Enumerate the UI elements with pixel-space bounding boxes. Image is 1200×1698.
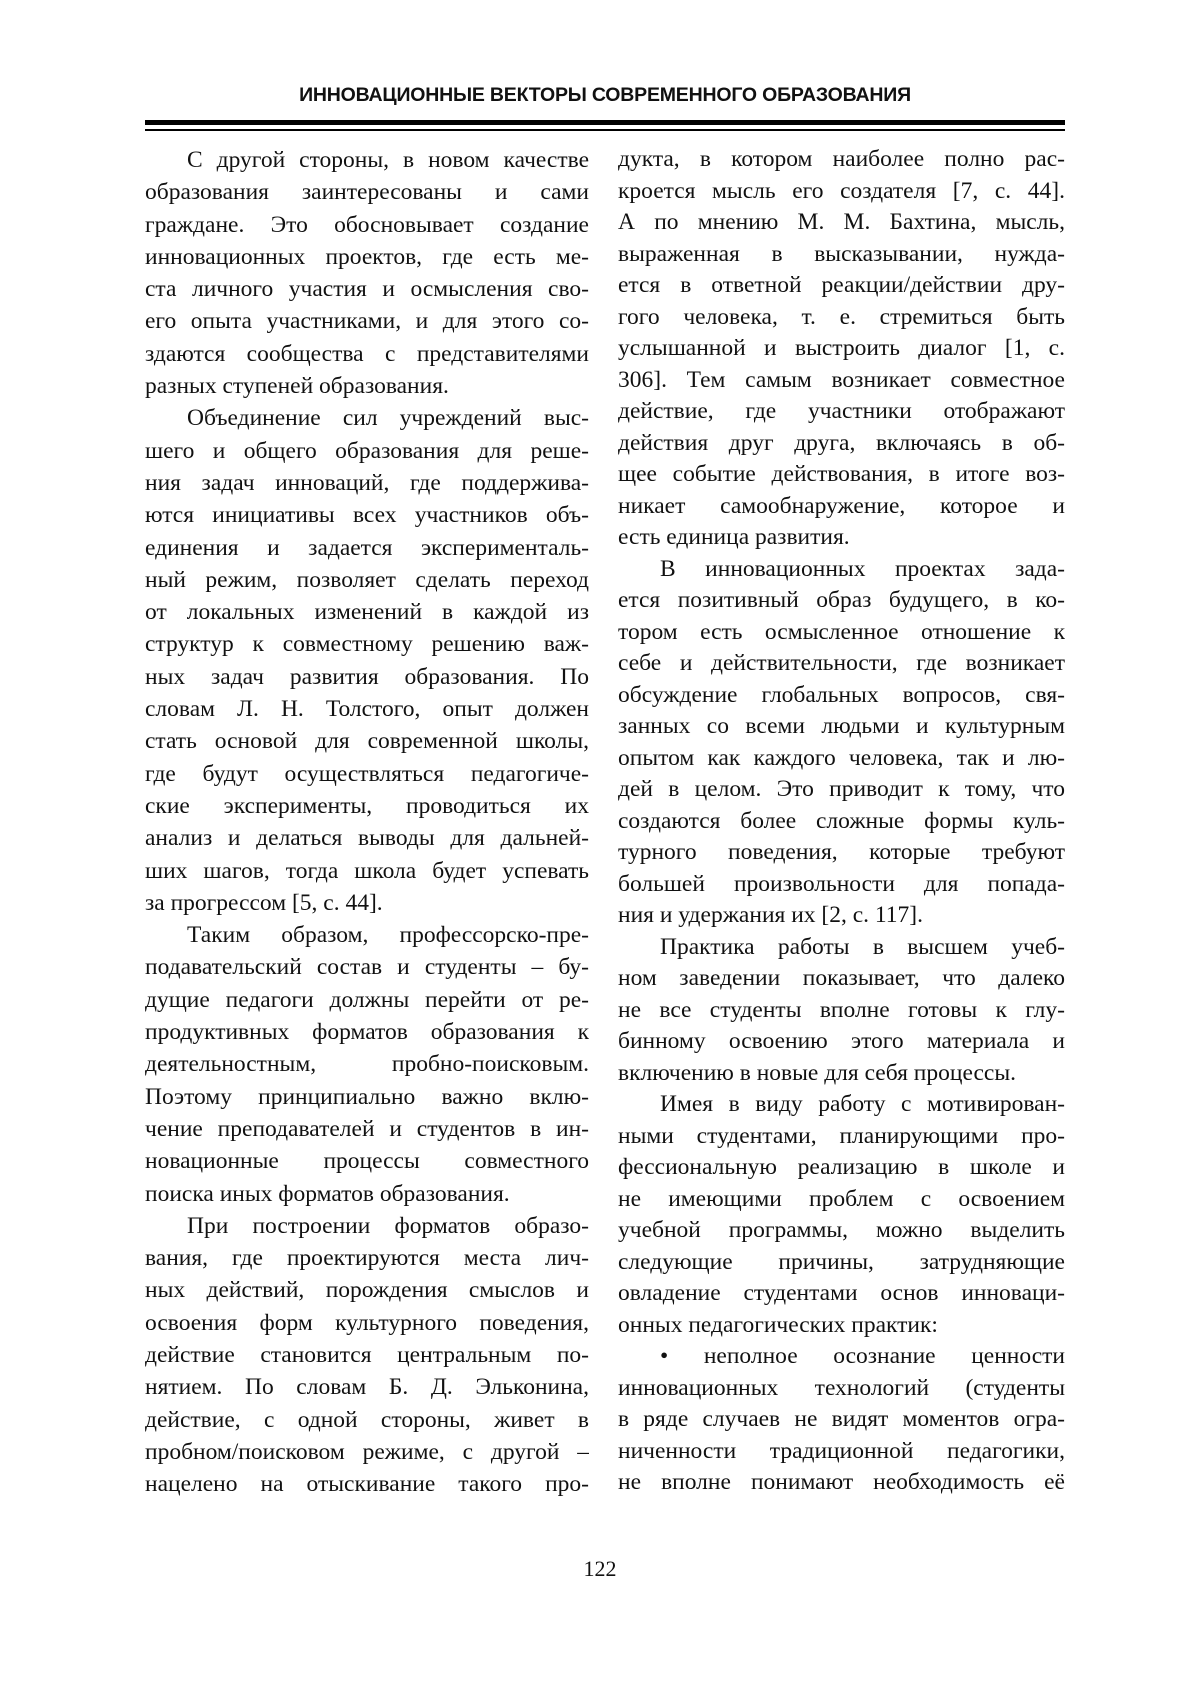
text-line: тором есть осмысленное отношение к <box>618 618 1065 645</box>
text-line: ных действий, порождения смыслов и <box>145 1277 589 1304</box>
text-line: ется позитивный образ будущего, в ко- <box>618 587 1065 613</box>
paragraph <box>145 1210 589 1501</box>
text-line: ших шагов, тогда школа будет успевать <box>145 857 589 884</box>
text-line: пробном/поисковом режиме, с другой – <box>145 1438 589 1465</box>
text-line: себе и действительности, где возникает <box>618 650 1065 676</box>
text-line: Имея в виду работу с мотивирован- <box>660 1091 1065 1117</box>
paragraph <box>618 1341 1065 1499</box>
text-line: занных со всеми людьми и культурным <box>618 713 1065 739</box>
text-line: вания, где проектируются места лич- <box>145 1245 589 1272</box>
paragraph <box>145 402 589 919</box>
text-line: ном заведении показывает, что далеко <box>618 965 1065 991</box>
text-line: фессиональную реализацию в школе и <box>618 1154 1065 1180</box>
text-line: действия друг друга, включаясь в об- <box>618 429 1065 456</box>
text-line: ный режим, позволяет сделать переход <box>145 566 589 593</box>
text-line: действие, где участники отображают <box>618 398 1065 424</box>
text-line: С другой стороны, в новом качестве <box>187 147 589 173</box>
text-line: Таким образом, профессорско-пре- <box>187 922 589 949</box>
text-line: При построении форматов образо- <box>187 1212 589 1239</box>
text-line: ния задач инноваций, где поддержива- <box>145 469 589 496</box>
paragraph <box>618 144 1065 554</box>
text-line: 306]. Тем самым возникает совместное <box>618 366 1065 393</box>
paragraph <box>145 144 589 402</box>
text-line: услышанной и выстроить диалог [1, с. <box>618 335 1065 361</box>
text-line: от локальных изменений в каждой из <box>145 599 589 626</box>
header-rule-thick <box>145 120 1065 125</box>
text-line: создаются более сложные формы куль- <box>618 807 1065 834</box>
text-line: разных ступеней образования. <box>145 373 449 400</box>
text-line: Практика работы в высшем учеб- <box>660 933 1065 960</box>
text-line: новационные процессы совместного <box>145 1148 589 1175</box>
text-line: онных педагогических практик: <box>618 1311 938 1338</box>
paragraph <box>618 554 1065 932</box>
header-rule-thin <box>145 129 1065 131</box>
text-line: здаются сообщества с представителями <box>145 340 589 367</box>
text-line: дукта, в котором наиболее полно рас- <box>618 146 1065 172</box>
text-line: освоения форм культурного поведения, <box>145 1309 589 1336</box>
page-number: 122 <box>583 1556 617 1581</box>
text-line: действие, с одной стороны, живет в <box>145 1406 589 1433</box>
paragraph <box>618 1089 1065 1341</box>
text-line: не все студенты вполне готовы к глу- <box>618 996 1065 1023</box>
text-line: нятием. По словам Б. Д. Эльконина, <box>145 1374 589 1401</box>
text-line: его опыта участниками, и для этого со- <box>145 308 589 335</box>
paragraph <box>145 919 589 1210</box>
text-line: ские эксперименты, проводиться их <box>145 792 589 819</box>
text-line: дей в целом. Это приводит к тому, что <box>618 776 1065 802</box>
text-line: где будут осуществляться педагогиче- <box>145 760 589 787</box>
text-line: ными студентами, планирующими про- <box>618 1122 1065 1149</box>
text-line: не вполне понимают необходимость её <box>618 1469 1065 1495</box>
text-line: за прогрессом [5, с. 44]. <box>145 889 383 916</box>
text-line: стать основой для современной школы, <box>145 728 589 755</box>
text-line: продуктивных форматов образования к <box>145 1019 589 1046</box>
text-line: овладение студентами основ инноваци- <box>618 1280 1065 1306</box>
text-line: ных задач развития образования. По <box>145 663 589 690</box>
text-line: бинному освоению этого материала и <box>618 1028 1065 1054</box>
text-line: А по мнению М. М. Бахтина, мысль, <box>618 209 1065 235</box>
text-column-right <box>618 144 1065 1499</box>
running-header-title: ИННОВАЦИОННЫЕ ВЕКТОРЫ СОВРЕМЕННОГО ОБРАЗОВАНИЯ <box>299 84 911 106</box>
text-line: В инновационных проектах зада- <box>660 555 1065 582</box>
text-line: опытом как каждого человека, так и лю- <box>618 744 1065 771</box>
text-line: не имеющими проблем с освоением <box>618 1185 1065 1212</box>
text-line: ется в ответной реакции/действии дру- <box>618 272 1065 298</box>
text-line: подавательский состав и студенты – бу- <box>145 954 589 981</box>
text-line: есть единица развития. <box>618 524 850 550</box>
text-line: инновационных проектов, где есть ме- <box>145 243 589 270</box>
text-line: словам Л. Н. Толстого, опыт должен <box>145 696 589 723</box>
text-line: действие становится центральным по- <box>145 1341 589 1368</box>
text-line: ниченности традиционной педагогики, <box>618 1437 1065 1464</box>
text-line: поиска иных форматов образования. <box>145 1180 510 1207</box>
text-column-left <box>145 144 589 1500</box>
text-line: граждане. Это обосновывает создание <box>145 211 589 238</box>
text-line: инновационных технологий (студенты <box>618 1374 1065 1401</box>
text-line: Поэтому принципиально важно вклю- <box>145 1083 589 1110</box>
text-line: ния и удержания их [2, с. 117]. <box>618 902 923 928</box>
text-line: дущие педагоги должны перейти от ре- <box>145 986 589 1013</box>
text-line: анализ и делаться выводы для дальней- <box>145 825 589 852</box>
text-line: включению в новые для себя процессы. <box>618 1059 1016 1086</box>
paragraph <box>618 932 1065 1090</box>
text-line: обсуждение глобальных вопросов, свя- <box>618 681 1065 708</box>
text-line: шего и общего образования для реше- <box>145 437 589 464</box>
text-line: ста личного участия и осмысления сво- <box>145 276 589 303</box>
text-line: следующие причины, затрудняющие <box>618 1248 1065 1275</box>
text-line: гого человека, т. е. стремиться быть <box>618 303 1065 330</box>
text-line: • неполное осознание ценности <box>660 1343 1065 1369</box>
text-line: единения и задается эксперименталь- <box>145 534 589 561</box>
text-line: структур к совместному решению важ- <box>145 631 589 658</box>
text-line: образования заинтересованы и сами <box>145 179 589 206</box>
text-line: большей произвольности для попада- <box>618 870 1065 897</box>
text-line: щее событие действования, в итоге воз- <box>618 461 1065 487</box>
text-line: турного поведения, которые требуют <box>618 839 1065 865</box>
text-line: кроется мысль его создателя [7, с. 44]. <box>618 177 1065 204</box>
text-line: никает самообнаружение, которое и <box>618 492 1065 519</box>
text-line: нацелено на отыскивание такого про- <box>145 1471 589 1498</box>
text-line: чение преподавателей и студентов в ин- <box>145 1115 589 1142</box>
text-line: Объединение сил учреждений выс- <box>187 405 589 432</box>
text-line: в ряде случаев не видят моментов огра- <box>618 1406 1065 1432</box>
text-line: деятельностным, пробно-поисковым. <box>145 1051 589 1078</box>
text-line: учебной программы, можно выделить <box>618 1217 1065 1243</box>
text-line: выраженная в высказывании, нужда- <box>618 240 1065 267</box>
text-line: ются инициативы всех участников объ- <box>145 502 589 529</box>
